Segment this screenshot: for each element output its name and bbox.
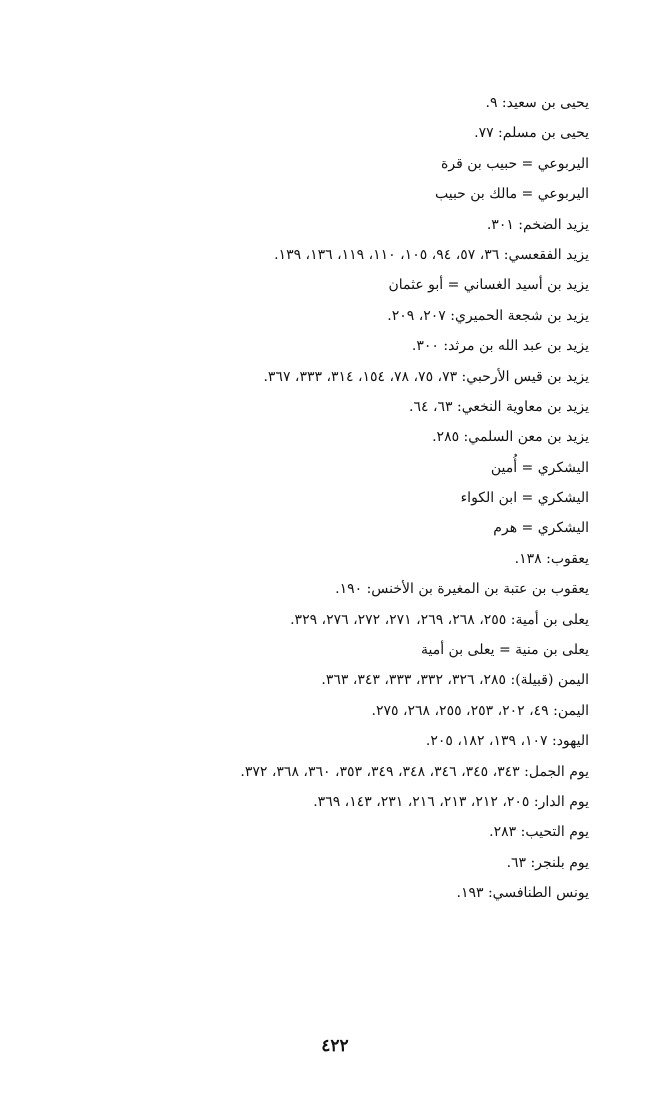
- index-entry: يعلى بن منية = يعلى بن أمية: [420, 642, 589, 659]
- index-entry: اليربوعي = مالك بن حبيب: [434, 186, 589, 203]
- index-entry: يوم التحيب: ٢٨٣.: [489, 824, 589, 841]
- index-entry: اليشكري = هرم: [493, 520, 589, 537]
- index-entries-list: [69, 88, 589, 909]
- index-entry: يعلى بن أمية: ٢٥٥، ٢٦٨، ٢٦٩، ٢٧١، ٢٧٢، ٢٧٦، ٣٢٩.: [290, 611, 589, 628]
- index-entry: يعقوب بن عتبة بن المغيرة بن الأخنس: ١٩٠.: [335, 581, 589, 598]
- index-entry: يزيد بن شجعة الحميري: ٢٠٧، ٢٠٩.: [387, 307, 589, 324]
- page-number: ٤٢٢: [321, 1036, 349, 1056]
- index-entry: يونس الطنافسي: ١٩٣.: [456, 885, 589, 902]
- index-entry: يوم الجمل: ٣٤٣، ٣٤٥، ٣٤٦، ٣٤٨، ٣٤٩، ٣٥٣، ٣٦٠، ٣٦٨، ٣٧٢.: [240, 763, 589, 780]
- index-entry: اليربوعي = حبيب بن قرة: [441, 155, 589, 172]
- index-entry: يزيد بن معن السلمي: ٢٨٥.: [432, 429, 589, 446]
- index-entry: يحيى بن مسلم: ٧٧.: [474, 125, 589, 142]
- index-entry: يزيد بن قيس الأرحبي: ٧٣، ٧٥، ٧٨، ١٥٤، ٣١٤، ٣٣٣، ٣٦٧.: [263, 368, 589, 385]
- index-entry: اليمن: ٤٩، ٢٠٢، ٢٥٣، ٢٥٥، ٢٦٨، ٢٧٥.: [371, 702, 589, 719]
- index-entry: يزيد بن معاوية النخعي: ٦٣، ٦٤.: [409, 398, 589, 415]
- index-entry: اليشكري = أُمين: [490, 459, 589, 476]
- index-entry: اليمن (قبيلة): ٢٨٥، ٣٢٦، ٣٣٢، ٣٣٣، ٣٤٣، ٣٦٣.: [321, 672, 589, 689]
- index-entry: اليشكري = ابن الكواء: [460, 490, 589, 507]
- index-entry: يوم بلنجر: ٦٣.: [506, 854, 589, 871]
- index-entry: اليهود: ١٠٧، ١٣٩، ١٨٢، ٢٠٥.: [425, 733, 589, 750]
- index-entry: يزيد بن عبد الله بن مرثد: ٣٠٠.: [411, 338, 589, 355]
- index-entry: يزيد الفقعسي: ٣٦، ٥٧، ٩٤، ١٠٥، ١١٠، ١١٩، ١٣٦، ١٣٩.: [274, 246, 589, 263]
- index-entry: يعقوب: ١٣٨.: [514, 550, 589, 567]
- index-entry: يزيد بن أسيد الغساني = أبو عثمان: [388, 277, 589, 294]
- index-entry: يوم الدار: ٢٠٥، ٢١٢، ٢١٣، ٢١٦، ٢٣١، ١٤٣، ٣٦٩.: [313, 793, 589, 810]
- index-entry: يزيد الضخم: ٣٠١.: [486, 216, 589, 233]
- index-entry: يحيى بن سعيد: ٩.: [485, 95, 589, 111]
